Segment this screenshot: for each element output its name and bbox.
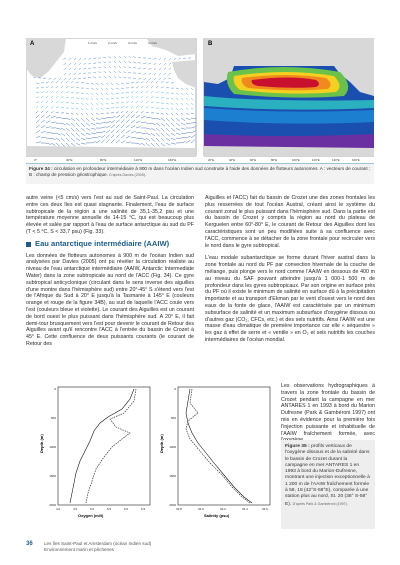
oxygen-profile-plot [39,387,150,518]
y-tick: 500 [50,416,56,420]
y-axis-label: Depth (m) [39,434,44,453]
caption-source: D'après Davies (2005). [109,173,146,178]
caption-title: Figure 34 : [29,166,53,171]
x-tick: 34.6 [262,507,268,511]
right-column-lower [281,383,375,444]
y-tick: 1500 [169,474,176,478]
y-tick: 0 [54,387,56,391]
legend-label: 1 cm/s [88,41,97,45]
footer-line: Environnement marin et pêcheries [44,546,114,552]
panel-a-letter: A [30,41,35,47]
lon-tick: 20°E [208,158,215,161]
y-tick: 0 [174,387,176,391]
paragraph: Aiguilles et l'ACC) fait du bassin de Crozet une des zones frontales les plus resserrées de tout l'océan Austral, créant ainsi le système du courant zonal le plus puissant dans l'hémisphère sud. Dans la partie est du bassin de Crozet y compris la région au nord du plateau de Kerguelen entre 60°-80° E, le courant de Retour des Aiguilles dont les caractéristiques sont un peu modifiées suite à sa confluence avec l'ACC, commence à se détacher de la zone frontale pour recirculer vers le nord dans le gyre subtropical. [205,195,375,249]
lon-tick: 120°E [134,158,143,161]
y-axis-label: Depth (m) [159,434,164,453]
section-heading-text: Eau antarctique intermédiaire (AAIW) [35,238,170,248]
y-tick: 500 [170,416,176,420]
lon-tick: 80°E [271,158,278,161]
y-tick: 1500 [49,474,56,478]
caption-source: D'après Park & Gambéroni (1997). [292,501,348,506]
salinity-profile-plot [159,387,270,518]
x-tick: 34.2 [220,507,226,511]
section-heading [26,238,194,248]
legend-label: 4 cm/s [148,41,157,45]
x-axis-label: Oxygen (ml/l) [78,513,104,518]
figure-34-caption [26,163,374,184]
lon-tick: 160°E [168,158,177,161]
paragraph: L'eau modale subantarctique se forme durant l'hiver austral dans la zone frontale au nord du PF par convection hivernale de la couche de mélange, puis plonge vers le nord comme l'AAIW en dessous de 400 m au niveau du SAF pouvant atteindre jusqu'à 1 000-1 500 m de profondeur dans les gyres subtropicaux. Par son origine en surface près du PF où il existe le minimum de salinité en surface dû à la précipitation importante et au transport d'Ekman par le vent d'ouest vers le nord des eaux de la fonte de glace, l'AAIW est caractérisée par un minimum subsurface de salinité et un maximum subsurface d'oxygène dissous ou d'autres gaz (CO₂, CFCs, etc.) et des sels nutritifs. Ainsi l'AAIW est une masse d'eau climatique de première importance car elle « séquestre » les gaz à effet de serre et « ventile » en O₂ et sels nutritifs les couches intermédiaires de l'océan mondial. [205,255,375,343]
x-tick: 5.0 [90,507,95,511]
heading-square-icon [26,242,31,247]
paragraph: Les données de flotteurs autonomes à 900 m de l'océan Indien sud analysées par Davies (2005) ont pu révéler la circulation réaliste au niveau de l'eau antarctique intermédiaire (AAIW, Antarctic Intermediate Water) dans la zone subtropicale au nord de l'ACC (Fig. 34). Ce gyre subtropical anticyclonique (circulant dans le sens inverse des aiguilles d'une montre dans l'hémisphère sud) entre 20°-45° S s'étend vers l'est de l'Afrique du Sud à 20° E jusqu'à la Tasmanie à 145° E (couleurs orange et rouge de la figure 34B), au sud de laquelle l'ACC coule vers l'est (couleurs bleue et violette). Le courant des Aiguilles est un courant de bord ouest le plus puissant dans l'hémisphère sud. A 20° E, il fait demi-tour brusquement vers l'est pour devenir le courant de Retour des Aiguilles avant qu'il rencontre l'ACC à l'entrée du bassin de Crozet à 45° E. Cette confluence de deux puissants courants (le courant de Retour des [26,252,194,347]
x-tick: 34.4 [242,507,248,511]
x-tick: 34.0 [198,507,204,511]
footer-line: Les îles Saint-Paul et Amsterdam (océan Indien sud) [44,541,152,546]
page-footer [44,541,151,553]
figure-34 [26,38,374,161]
lon-tick: 0° [34,158,37,161]
lon-tick: 60°E [250,158,257,161]
legend-label: 3 cm/s [128,41,137,45]
paragraph: autre veine (<5 cm/s) vers l'est au sud de Saint-Paul. La circulation entre ces deux îles est quasi stagnante. Finalement, l'eau de surface subtropicale de la région a une salinité de 35,1-35,2 psu et une température moyenne annuelle de 14-15 °C, qui est beaucoup plus élevée et salée par rapport à l'eau de surface antarctique au sud du PF (T < 5 °C, S < 33,7 psu) (Fig. 33). [26,195,194,235]
panel-b-letter: B [208,41,213,47]
caption-text: circulation en profondeur intermédiaire à 900 m dans l'océan Indien sud construite à l'aide des données de flotteurs autonomes. A : vecteurs de courant ; B : champ de pression géostrophique. [29,166,371,178]
x-tick: 6.5 [141,507,146,511]
paragraph: Les observations hydrographiques à travers la zone frontale du bassin de Crozet pendant la campagne en mer ANTARES 1 en 1993 à bord du Marion Dufresne (Park & Gambéroni 1997) ont mis en évidence pour la première fois l'injection puissante et inhabituelle de l'AAIW fraîchement formée, avec [281,383,375,437]
y-tick: 2000 [49,503,56,507]
lon-tick: 100°E [292,158,300,161]
x-tick: 6.0 [124,507,129,511]
left-column [26,195,194,348]
x-tick: 4.0 [56,507,61,511]
caption-text: profils verticaux de l'oxygène dissous et de la salinité dans le bassin de Crozet durant la campagne en mer ANTARES 1 en 1993 à bord du Marion-Dufresne, montrant une injection exceptionnelle à 1 200 m de l'AAIW fraîchement formée à 58, 18 (42°S-58°E), comparée à une station plus au nord, St. 20 (38° S-58° E). [285,444,370,507]
lon-tick: 120°E [312,158,320,161]
lon-tick: 80°E [100,158,107,161]
x-tick: 5.5 [107,507,112,511]
y-tick: 2000 [169,503,176,507]
x-axis-label: Salinity (psu) [204,513,230,518]
lon-tick: 40°E [229,158,236,161]
y-tick: 1000 [169,445,176,449]
figure-34-panel-a [26,38,196,161]
figure-34-panel-b [204,38,374,161]
caption-title: Figure 35 : [285,444,310,449]
figure-35-caption [281,440,375,529]
legend-label: 2 cm/s [108,41,117,45]
y-tick: 1000 [49,445,56,449]
right-column [205,195,375,344]
lon-tick: 40°E [66,158,73,161]
x-tick: 33.8 [176,507,182,511]
lon-tick: 160°E [352,158,360,161]
x-tick: 4.5 [73,507,78,511]
figure-35 [38,383,274,523]
lon-tick: 140°E [332,158,340,161]
page-number: 36 [26,541,33,547]
